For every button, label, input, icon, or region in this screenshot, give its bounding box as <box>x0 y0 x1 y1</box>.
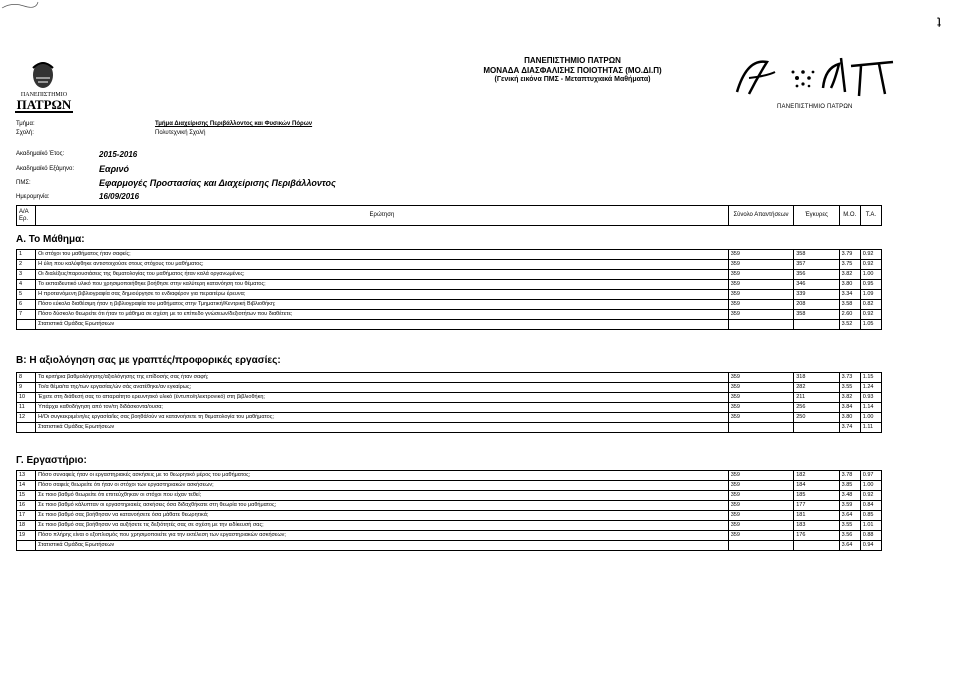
total-answers: 359 <box>728 481 794 491</box>
std-dev: 1.09 <box>860 290 881 300</box>
question-text: Η προτεινόμενη βιβλιογραφία σας δημιούργησε το ενδιαφέρον για περαιτέρω έρευνα; <box>36 290 729 300</box>
col-total: Σύνολο Απαντήσεων <box>728 206 794 226</box>
group-stats-row <box>17 320 882 330</box>
mean-value: 3.79 <box>839 250 860 260</box>
logo-big-text: ΠΑΤΡΩΝ <box>16 97 72 112</box>
mean-value: 3.74 <box>839 423 860 433</box>
report-subtitle: (Γενική εικόνα ΠΜΣ - Μεταπτυχιακά Μαθήματα) <box>494 76 651 83</box>
valid-answers: 358 <box>794 250 839 260</box>
year-value: 2015-2016 <box>99 150 138 159</box>
university-logo <box>16 58 72 120</box>
section-title-a: Α. Το Μάθημα: <box>16 234 85 245</box>
mean-value: 3.48 <box>839 491 860 501</box>
total-answers: 359 <box>728 531 794 541</box>
question-text: Τα κριτήρια βαθμολόγησης/αξιολόγησης της επίδοσής σας ήταν σαφή; <box>36 373 729 383</box>
semester-value: Εαρινό <box>99 164 130 174</box>
valid-answers: 346 <box>794 280 839 290</box>
table-row <box>17 413 882 423</box>
mean-value: 2.60 <box>839 310 860 320</box>
group-stats-row <box>17 423 882 433</box>
row-number: 6 <box>17 300 36 310</box>
std-dev: 0.93 <box>860 393 881 403</box>
university-title: ΠΑΝΕΠΙΣΤΗΜΙΟ ΠΑΤΡΩΝ <box>524 56 621 65</box>
valid-answers: 184 <box>794 481 839 491</box>
total-answers: 359 <box>728 403 794 413</box>
dept-value: Τμήμα Διαχείρισης Περιβάλλοντος και Φυσικών Πόρων <box>155 121 313 127</box>
question-text: Η ύλη που καλύφθηκε αντιστοιχούσε στους στόχους του μαθήματος; <box>36 260 729 270</box>
row-number: 9 <box>17 383 36 393</box>
logo-university-text: ΠΑΝΕΠΙΣΤΗΜΙΟ ΠΑΤΡΩΝ <box>777 104 853 110</box>
question-text: Πόσο πλήρης είναι ο εξοπλισμός που χρησιμοποιείτε για την εκτέλεση των εργαστηριακών ασκήσεων; <box>36 531 729 541</box>
question-text: Στατιστικά Ομάδας Ερωτήσεων <box>36 541 729 551</box>
table-row <box>17 491 882 501</box>
valid-answers: 358 <box>794 310 839 320</box>
row-number: 1 <box>17 250 36 260</box>
table-row <box>17 403 882 413</box>
question-text: Οι διαλέξεις/παρουσιάσεις της θεματολογίας του μαθήματος ήταν καλά οργανωμένες; <box>36 270 729 280</box>
question-text: Πόσο εύκολα διαθέσιμη ήταν η βιβλιογραφία του μαθήματος στην Τμηματική/Κεντρική Βιβλιοθήκη; <box>36 300 729 310</box>
std-dev: 1.00 <box>860 481 881 491</box>
std-dev: 0.84 <box>860 501 881 511</box>
valid-answers: 357 <box>794 260 839 270</box>
col-sd: Τ.Α. <box>860 206 881 226</box>
section-c-table <box>16 470 882 551</box>
scan-mark <box>0 0 40 12</box>
total-answers: 359 <box>728 280 794 290</box>
valid-answers: 256 <box>794 403 839 413</box>
mean-value: 3.55 <box>839 383 860 393</box>
row-number: 15 <box>17 491 36 501</box>
total-answers <box>728 423 794 433</box>
mean-value: 3.82 <box>839 393 860 403</box>
valid-answers: 181 <box>794 511 839 521</box>
table-row <box>17 393 882 403</box>
row-number: 5 <box>17 290 36 300</box>
mean-value: 3.56 <box>839 531 860 541</box>
total-answers: 359 <box>728 511 794 521</box>
valid-answers: 211 <box>794 393 839 403</box>
std-dev: 0.95 <box>860 280 881 290</box>
table-row <box>17 260 882 270</box>
table-row <box>17 501 882 511</box>
mean-value: 3.64 <box>839 541 860 551</box>
logo-sub-text: ΠΑΝΕΠΙΣΤΗΜΙΟ <box>20 92 68 98</box>
semester-label: Ακαδημαϊκό Εξάμηνο: <box>16 166 75 172</box>
total-answers: 359 <box>728 491 794 501</box>
row-number: 7 <box>17 310 36 320</box>
std-dev: 1.24 <box>860 383 881 393</box>
mean-value: 3.78 <box>839 471 860 481</box>
row-number: 11 <box>17 403 36 413</box>
total-answers: 359 <box>728 300 794 310</box>
col-question: Ερώτηση <box>36 206 729 226</box>
total-answers: 359 <box>728 521 794 531</box>
question-text: Οι στόχοι του μαθήματος ήταν σαφείς; <box>36 250 729 260</box>
pms-value: Εφαρμογές Προστασίας και Διαχείρισης Περιβάλλοντος <box>99 178 336 188</box>
total-answers: 359 <box>728 310 794 320</box>
row-number: 8 <box>17 373 36 383</box>
question-text: Σε ποιο βαθμό σας βοήθησαν να αυξήσετε τις δεξιότητές σας σε σχέση με την ειδίκευσή σας; <box>36 521 729 531</box>
modip-logo <box>727 48 897 118</box>
valid-answers: 183 <box>794 521 839 531</box>
valid-answers: 208 <box>794 300 839 310</box>
std-dev: 1.05 <box>860 320 881 330</box>
std-dev: 0.92 <box>860 491 881 501</box>
std-dev: 0.97 <box>860 471 881 481</box>
mean-value: 3.34 <box>839 290 860 300</box>
std-dev: 1.14 <box>860 403 881 413</box>
date-value: 16/09/2016 <box>99 192 140 201</box>
row-number: 19 <box>17 531 36 541</box>
date-label: Ημερομηνία: <box>16 194 50 200</box>
question-text: Υπάρχει καθοδήγηση από τον/τη διδάσκοντα/ουσα; <box>36 403 729 413</box>
question-text: Σε ποιο βαθμό σας βοήθησαν να κατανοήσετε όσα μάθατε θεωρητικά; <box>36 511 729 521</box>
valid-answers: 185 <box>794 491 839 501</box>
mean-value: 3.52 <box>839 320 860 330</box>
total-answers: 359 <box>728 373 794 383</box>
table-row <box>17 471 882 481</box>
std-dev: 0.85 <box>860 511 881 521</box>
mean-value: 3.64 <box>839 511 860 521</box>
std-dev: 1.11 <box>860 423 881 433</box>
total-answers: 359 <box>728 383 794 393</box>
mean-value: 3.75 <box>839 260 860 270</box>
mean-value: 3.82 <box>839 270 860 280</box>
std-dev: 1.15 <box>860 373 881 383</box>
athena-head-icon <box>18 58 68 92</box>
section-a-table <box>16 249 882 330</box>
column-header <box>16 205 882 226</box>
row-number: 14 <box>17 481 36 491</box>
valid-answers: 318 <box>794 373 839 383</box>
question-text: Έχετε στη διάθεσή σας το απαραίτητο ερευνητικό υλικό (έντυπο/ηλεκτρονικό) στη βιβλιοθήκη; <box>36 393 729 403</box>
mean-value: 3.80 <box>839 280 860 290</box>
unit-title: ΜΟΝΑΔΑ ΔΙΑΣΦΑΛΙΣΗΣ ΠΟΙΟΤΗΤΑΣ (ΜΟ.ΔΙ.Π) <box>483 66 662 75</box>
table-row <box>17 250 882 260</box>
std-dev: 1.00 <box>860 270 881 280</box>
std-dev: 0.88 <box>860 531 881 541</box>
total-answers: 359 <box>728 413 794 423</box>
row-number: 16 <box>17 501 36 511</box>
school-value: Πολυτεχνική Σχολή <box>155 130 206 136</box>
row-number: 18 <box>17 521 36 531</box>
total-answers: 359 <box>728 393 794 403</box>
col-valid: Έγκυρες <box>794 206 839 226</box>
table-row <box>17 383 882 393</box>
row-number <box>17 541 36 551</box>
std-dev: 1.01 <box>860 521 881 531</box>
std-dev: 0.92 <box>860 260 881 270</box>
total-answers: 359 <box>728 471 794 481</box>
mean-value: 3.58 <box>839 300 860 310</box>
table-row <box>17 521 882 531</box>
mean-value: 3.84 <box>839 403 860 413</box>
table-row <box>17 310 882 320</box>
total-answers: 359 <box>728 250 794 260</box>
valid-answers: 356 <box>794 270 839 280</box>
row-number: 12 <box>17 413 36 423</box>
table-row <box>17 531 882 541</box>
std-dev: 0.92 <box>860 250 881 260</box>
row-number <box>17 320 36 330</box>
mean-value: 3.73 <box>839 373 860 383</box>
valid-answers: 182 <box>794 471 839 481</box>
valid-answers: 250 <box>794 413 839 423</box>
row-number: 2 <box>17 260 36 270</box>
pms-label: ΠΜΣ: <box>16 180 31 186</box>
mean-value: 3.59 <box>839 501 860 511</box>
question-text: Σε ποιο βαθμό θεωρείτε ότι επιτεύχθηκαν οι στόχοι που είχαν τεθεί; <box>36 491 729 501</box>
corner-mark: ʇ <box>937 14 941 30</box>
table-row <box>17 290 882 300</box>
row-number: 4 <box>17 280 36 290</box>
valid-answers: 176 <box>794 531 839 541</box>
table-row <box>17 511 882 521</box>
valid-answers <box>794 541 839 551</box>
modip-signature-icon <box>727 48 897 104</box>
std-dev: 0.82 <box>860 300 881 310</box>
question-text: Η/Οι συγκεκριμένη/ες εργασία/ίες σας βοηθά/ούν να κατανοήσετε τη θεματολογία του μαθήματος; <box>36 413 729 423</box>
row-number: 3 <box>17 270 36 280</box>
std-dev: 0.92 <box>860 310 881 320</box>
col-mean: Μ.Ο. <box>839 206 860 226</box>
std-dev: 0.94 <box>860 541 881 551</box>
table-row <box>17 280 882 290</box>
question-text: Σε ποιο βαθμό κάλυπταν οι εργαστηριακές ασκήσεις όσα διδαχθήκατε στη θεωρία του μαθήματος; <box>36 501 729 511</box>
col-num: Α/Α Ερ. <box>17 206 36 226</box>
question-text: Το εκπαιδευτικό υλικό που χρησιμοποιήθηκε βοήθησε στην καλύτερη κατανόηση του θέματος; <box>36 280 729 290</box>
table-row <box>17 300 882 310</box>
valid-answers: 177 <box>794 501 839 511</box>
row-number: 10 <box>17 393 36 403</box>
total-answers: 359 <box>728 270 794 280</box>
total-answers: 359 <box>728 260 794 270</box>
year-label: Ακαδημαϊκό Έτος: <box>16 151 65 157</box>
total-answers <box>728 541 794 551</box>
table-row <box>17 373 882 383</box>
total-answers: 359 <box>728 501 794 511</box>
valid-answers <box>794 423 839 433</box>
question-text: Στατιστικά Ομάδας Ερωτήσεων <box>36 320 729 330</box>
section-b-table <box>16 372 882 433</box>
mean-value: 3.55 <box>839 521 860 531</box>
std-dev: 1.00 <box>860 413 881 423</box>
valid-answers: 339 <box>794 290 839 300</box>
question-text: Το/α θέμα/τα της/των εργασίας/ών σάς ανατέθηκε/αν εγκαίρως; <box>36 383 729 393</box>
row-number <box>17 423 36 433</box>
valid-answers: 282 <box>794 383 839 393</box>
valid-answers <box>794 320 839 330</box>
table-row <box>17 270 882 280</box>
total-answers <box>728 320 794 330</box>
group-stats-row <box>17 541 882 551</box>
row-number: 13 <box>17 471 36 481</box>
section-title-b: Β: Η αξιολόγηση σας με γραπτές/προφορικές εργασίες: <box>16 355 281 366</box>
school-label: Σχολή: <box>16 130 34 136</box>
mean-value: 3.85 <box>839 481 860 491</box>
mean-value: 3.80 <box>839 413 860 423</box>
table-row <box>17 481 882 491</box>
question-text: Πόσο συναφείς ήταν οι εργαστηριακές ασκήσεις με το θεωρητικό μέρος του μαθήματος; <box>36 471 729 481</box>
total-answers: 359 <box>728 290 794 300</box>
question-text: Πόσο σαφείς θεωρείτε ότι ήταν οι στόχοι των εργαστηριακών ασκήσεων; <box>36 481 729 491</box>
section-title-c: Γ. Εργαστήριο: <box>16 455 87 466</box>
row-number: 17 <box>17 511 36 521</box>
dept-label: Τμήμα: <box>16 121 35 127</box>
question-text: Στατιστικά Ομάδας Ερωτήσεων <box>36 423 729 433</box>
question-text: Πόσο δύσκολο θεωρείτε ότι ήταν το μάθημα σε σχέση με το επίπεδο γνώσεων/δεξιοτήτων που διαθέτετε; <box>36 310 729 320</box>
